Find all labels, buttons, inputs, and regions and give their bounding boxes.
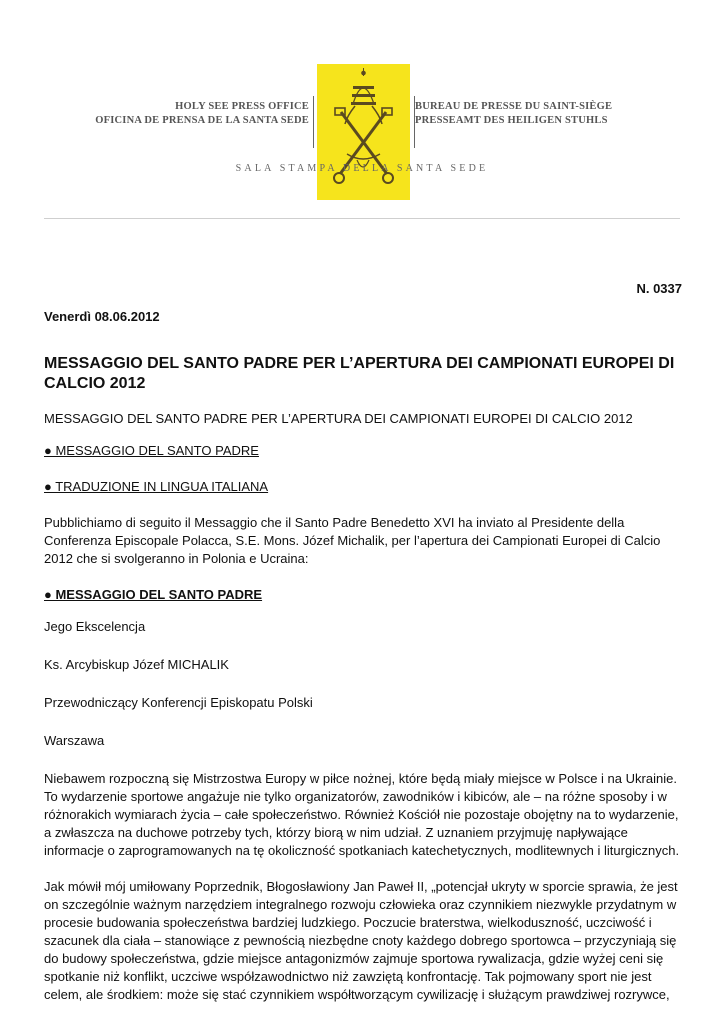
address-line-1: Jego Ekscelencja: [44, 619, 146, 634]
body-paragraph-2: Jak mówił mój umiłowany Poprzednik, Błogosławiony Jan Paweł II, „potencjał ukryty w sporcie sprawia, że jest on szczególnie ważnym narzędziem integralnego rozwoju człowieka oraz czynnikiem niezwykle przydatnym w procesie budowania społeczeństwa bardziej ludzkiego. Poczucie braterstwa, wielkoduszność, uczciwość i szacunek dla ciała – stanowiące z pewnością niezbędne cnoty każdego dobrego sportowca – przyczyniają się do budowy społeczeństwa, gdzie miejsce antagonizmów zajmuje sportowa rywalizacja, gdzie wyżej ceni się spotkanie niż konflikt, uczciwe współzawodnictwo niż zawziętą konfrontację. Tak pojmowany sport nie jest celem, ale środkiem: może się stać czynnikiem współtworzącym cywilizację i służącym prawdziwej rozrywce,: [44, 879, 678, 1002]
office-names-left: [95, 100, 309, 128]
office-name-de: PRESSEAMT DES HEILIGEN STUHLS: [415, 115, 608, 126]
body-paragraph-1: Niebawem rozpoczną się Mistrzostwa Europy w piłce nożnej, które będą miały miejsce w Polsce i na Ukrainie. To wydarzenie sportowe angażuje nie tylko organizatorów, zawodników i kibiców, ale – na różne sposoby i w różnorakich wymiarach życia – całe społeczeństwo. Również Kościół nie pozostaje obojętny na to wydarzenie, a zwłaszcza na duchowe potrzeby tych, którzy biorą w nim udział. Z uznaniem przyjmuję napływające informacje o zaprogramowanych na tę okoliczność spotkaniach katechetycznych, modlitewnych i liturgicznych.: [44, 771, 680, 858]
address-line-4: Warszawa: [44, 733, 105, 748]
intro-paragraph: Pubblichiamo di seguito il Messaggio che il Santo Padre Benedetto XVI ha inviato al Presidente della Conferenza Episcopale Polacca, S.E. Mons. Józef Michalik, per l’apertura dei Campionati Europei di Calcio 2012 che si svolgeranno in Polonia e Ucraina:: [44, 515, 661, 566]
header-divider-left: [313, 96, 314, 148]
section-heading[interactable]: ● MESSAGGIO DEL SANTO PADRE: [44, 587, 263, 602]
office-name-en: HOLY SEE PRESS OFFICE: [175, 101, 309, 112]
keys-tiara-icon: [317, 64, 410, 200]
bulletin-subtitle: MESSAGGIO DEL SANTO PADRE PER L’APERTURA DEI CAMPIONATI EUROPEI DI CALCIO 2012: [44, 411, 633, 426]
office-name-fr: BUREAU DE PRESSE DU SAINT-SIÈGE: [415, 101, 613, 112]
link-traduzione[interactable]: ● TRADUZIONE IN LINGUA ITALIANA: [44, 479, 269, 494]
bulletin-content: [44, 280, 682, 1022]
bulletin-title: MESSAGGIO DEL SANTO PADRE PER L’APERTURA DEI CAMPIONATI EUROPEI DI CALCIO 2012: [44, 355, 675, 392]
address-line-3: Przewodniczący Konferencji Episkopatu Polski: [44, 695, 313, 710]
header-rule: [44, 218, 680, 219]
office-name-es: OFICINA DE PRENSA DE LA SANTA SEDE: [95, 115, 309, 126]
press-office-header: [0, 0, 724, 230]
bulletin-date: Venerdì 08.06.2012: [44, 309, 160, 324]
office-names-right: [415, 100, 612, 128]
address-line-2: Ks. Arcybiskup Józef MICHALIK: [44, 657, 229, 672]
link-messaggio[interactable]: ● MESSAGGIO DEL SANTO PADRE: [44, 443, 259, 458]
holy-see-emblem: [317, 64, 410, 200]
bulletin-number: N. 0337: [636, 281, 682, 296]
sala-stampa-label: SALA STAMPA DELLA SANTA SEDE: [235, 163, 489, 174]
